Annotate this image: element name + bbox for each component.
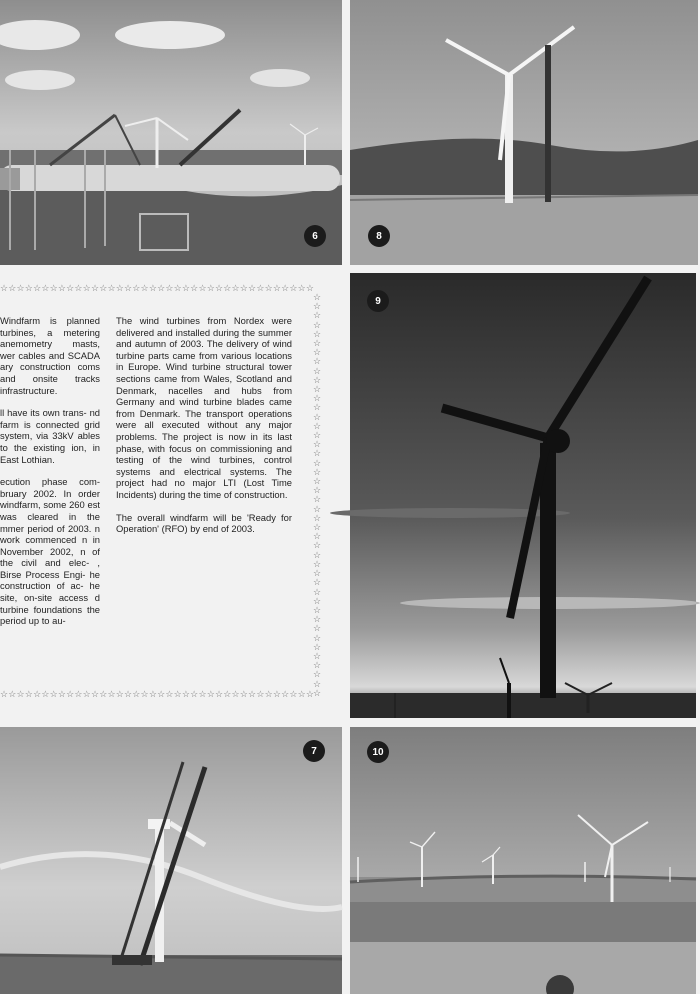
- photo-number-badge: 8: [368, 225, 390, 247]
- photo-number-badge: 10: [367, 741, 389, 763]
- article-text-box: [0, 283, 324, 701]
- photo-number-badge: 6: [304, 225, 326, 247]
- paragraph: The overall windfarm will be 'Ready for Operation' (RFO) by end of 2003.: [116, 511, 292, 535]
- paragraph: ll have its own trans- nd farm is connected grid system, via 33kV ables to the existing ion, in East Lothian.: [0, 407, 100, 465]
- photo-turbine-and-crane: [350, 0, 698, 265]
- photo-number-badge: 9: [367, 290, 389, 312]
- photo-crane-lifting-rotor: [0, 727, 342, 994]
- photo-windfarm-landscape: [350, 727, 696, 994]
- photo-turbine-sunset: [350, 273, 696, 718]
- photo-construction-site: [0, 0, 342, 265]
- paragraph: The wind turbines from Nordex were delivered and installed during the summer and autumn of 2003. The delivery of wind turbine parts came from various locations in Europe. Wind turbine structural tower sections came from Wales, Scotland and Denmark, nacelles and hubs from Germany and wind turbine blades came from Denmark. The transport operations were all executed without any major problems. The project is now in its last phase, with focus on commissioning and testing of the wind turbines, control systems and electrical systems. The project had no major LTI (Lost Time Incidents) during the time of construction.: [116, 315, 292, 500]
- photo-number-badge: 7: [303, 740, 325, 762]
- paragraph: Windfarm is planned turbines, a metering anemometry masts, wer cables and SCADA ary construction coms and onsite tracks infrastructure.: [0, 315, 100, 396]
- star-border-right: ☆☆☆☆☆☆☆☆☆☆☆☆☆☆☆☆☆☆☆☆☆☆☆☆☆☆☆☆☆☆☆☆☆☆☆☆☆☆☆☆☆☆☆☆: [312, 292, 322, 698]
- paragraph: ecution phase com- bruary 2002. In order windfarm, some 260 est was cleared in the mmer period of 2003. n work commenced n in November 2002, n of the civil and elec- , Birse Process Engi- he construction of ac- he site, on-site access d turbine foundations the period up to au-: [0, 476, 100, 627]
- text-column-right: [116, 315, 292, 546]
- star-border-top: ☆☆☆☆☆☆☆☆☆☆☆☆☆☆☆☆☆☆☆☆☆☆☆☆☆☆☆☆☆☆☆☆☆☆☆☆☆☆: [0, 283, 315, 293]
- text-column-left: [0, 315, 100, 638]
- star-border-bottom: ☆☆☆☆☆☆☆☆☆☆☆☆☆☆☆☆☆☆☆☆☆☆☆☆☆☆☆☆☆☆☆☆☆☆☆☆☆☆: [0, 689, 315, 699]
